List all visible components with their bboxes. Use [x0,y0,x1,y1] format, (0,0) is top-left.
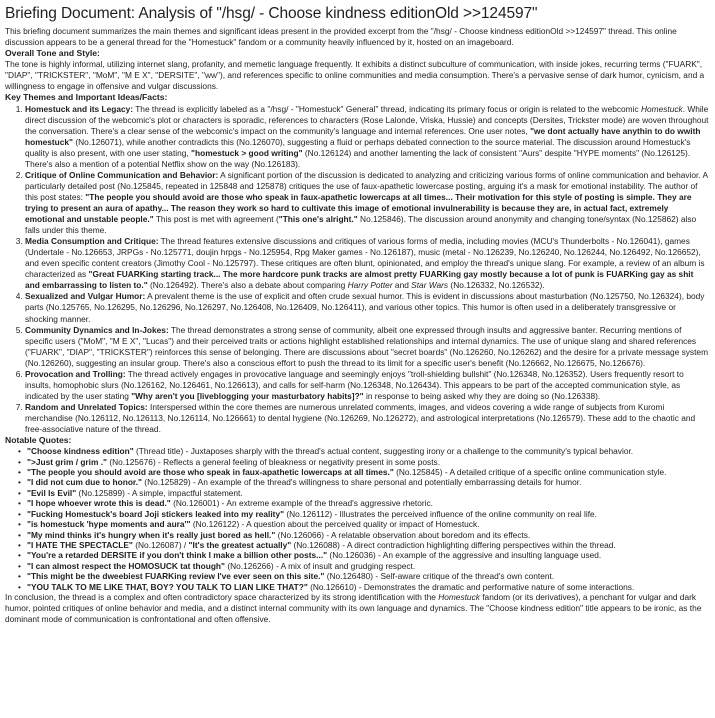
quote-item [27,571,710,581]
text-run: (No.125899) - A simple, impactful statement. [76,487,243,498]
text-run: (No.126122) - A question about the perceived quality or impact of Homestuck. [190,519,480,530]
bold-quote: "YOU TALK TO ME LIKE THAT, BOY? YOU TALK TO LIAN LIKE THAT?" [27,581,308,592]
text-run: No.125846). The discussion around anonymity and changing tone/syntax (No.125862) also falls under this theme. [25,214,697,236]
bold-quote: "Great FUARKing starting track... The more hardcore punk tracks are almost pretty FUARKing gay mostly because a lot of punk is FUARKing gay as shit and embarrassing to listen to." [25,269,694,291]
quote-item [27,498,710,508]
text-run: A prevalent theme is the use of explicit and often crude sexual humor. This is evident in discussions about masturbation (No.125750, No.126324), body parts (No.125765, No.126295, No.126296, No.126297, No.126408, No.126409, No.126411), and various other topics. This humor is often used in a deliberately transgressive or shocking manner. [25,291,705,324]
theme-title: Homestuck and its Legacy: [25,103,134,114]
theme-item [25,402,710,435]
text-run: (No.125676) - Reflects a general feeling of bleakness or negativity present in some posts. [107,456,441,467]
themes-list [5,104,710,435]
italic-title: Harry Potter [347,280,393,291]
text-run: (No.126087) / [132,539,189,550]
text-run: Interspersed within the core themes are numerous unrelated comments, images, and videos covering a wide range of subjects from Kuromi merchandise (No.126112, No.126113, No.126114, No.126661) to dental hygiene (No.126269, No.126272), and astrological interpretations (No.126579). These add to the chaotic and free-associative nature of the thread. [25,401,696,434]
text-run: (No.126480) - Self-aware critique of the thread's own content. [324,571,555,582]
text-run: (No.126088) - A direct contradiction highlighting differing perspectives within the thread. [291,539,616,550]
text-run: (No.126332, No.126532). [448,280,545,291]
bold-quote: "I did not cum due to honor." [27,477,142,488]
theme-item [25,104,710,170]
bold-quote: "I hope whoever wrote this is dead." [27,498,171,509]
theme-title: Random and Unrelated Topics: [25,401,148,412]
bold-quote: "This might be the dweebiest FUARKing review I've ever seen on this site." [27,571,325,582]
theme-title: Provocation and Trolling: [25,368,126,379]
theme-title: Critique of Online Communication and Behavior: [25,169,219,180]
bold-quote: "You're a retarded DERSITE if you don't think I make a billion other posts..." [27,550,328,561]
quotes-list [5,446,710,592]
tone-heading: Overall Tone and Style: [5,48,100,59]
text-run: This post is met with agreement ( [153,214,279,225]
text-run: and [392,280,412,291]
text-run: (No.126492). There's also a debate about comparing [147,280,348,291]
text-run: (No.126036) - An example of the aggressive and insulting language used. [327,550,602,561]
text-run: (No.126610) - Demonstrates the dramatic and performative nature of some interactions. [307,581,635,592]
quotes-heading: Notable Quotes: [5,435,72,446]
theme-item [25,325,710,369]
text-run: (Thread title) - Juxtaposes sharply with the thread's actual content, suggesting irony or a challenge to the community's typical behavior. [133,446,634,457]
text-run: The thread is explicitly labeled as a "/hsg/ - "Homestuck" General" thread, indicating its primary focus or origin is related to the webcomic [133,103,641,114]
text-run: (No.126124) and another lamenting the lack of consistent "Aurs" despite "HYPE moments" (No.126125). There's also a mention of a potential Netflix show on the way (No.126183). [25,147,691,169]
bold-quote: "we dont actually have anythin to do wwith homestuck" [25,125,701,147]
theme-item [25,236,710,291]
text-run: A significant portion of the discussion is dedicated to analyzing and criticizing various forms of online communication and behavior. A particularly detailed post (No.125845, repeated in 125848 and 125878) critiques the use of faux-apathetic lowercase posting, arguing it's a mask for emotional instability. The author of this post states: [25,169,708,203]
bold-quote: "is homestuck 'hype moments and aura'" [27,519,191,530]
theme-title: Media Consumption and Critique: [25,236,159,247]
themes-heading: Key Themes and Important Ideas/Facts: [5,92,168,103]
text-run: (No.126001) - An extreme example of the thread's aggressive rhetoric. [170,498,434,509]
bold-quote: "I can almost respect the HOMOSUCK tat though" [27,560,225,571]
theme-title: Sexualized and Vulgar Humor: [25,291,146,302]
theme-title: Community Dynamics and In-Jokes: [25,324,169,335]
conclusion-paragraph [5,592,710,625]
quote-item [27,477,710,487]
quote-item [27,540,710,550]
quote-item [27,561,710,571]
bold-quote: "The people you should avoid are those who speak in faux-apathetic lowercaps at all times... Their motivation for this style of posting is simple. They are trying to present an aura of apathy... The reason they work so hard to cultivate this image of emotional invulnerability is because they are, in actual fact, extremely emotional and unstable people." [25,192,692,225]
bold-quote: "homestuck > good writing" [191,147,303,158]
bold-quote: "I HATE THE SPECTACLE" [27,539,133,550]
bold-quote: ">Just grim / grim ." [27,456,108,467]
text-run: (No.126112) - Illustrates the perceived influence of the online community on real life. [284,508,597,519]
quote-item [27,446,710,456]
italic-title: Star Wars [411,280,449,291]
bold-quote: "Evil Is Evil" [27,487,77,498]
quote-item [27,519,710,529]
intro-paragraph: This briefing document summarizes the main themes and significant ideas present in the provided excerpt from the "/hsg/ - Choose kindness editionOld >>124597" thread. This online discussion appears to be a general thread for the "Homestuck" fandom or a community heavily influenced by it, hosted on an imageboard. [5,26,677,48]
text-run: fandom (or its derivatives), a penchant for vulgar and dark humor, pointed critiques of online behavior and media, and a distinct internal community with its own language and dynamics. The "Choose kindness edition" title appears to be ironic, as the dominant mode of communication is confrontational and often offensive. [5,591,702,625]
italic-title: Homestuck [438,591,480,602]
text-run: . While direct discussion of the webcomic's plot or characters is sporadic, references to characters (Rose Lalonde, Vriska, Hussie) and concepts (Dersites, Trickster mode) are woven throughout the conversation. There's a clear sense of the webcomic's impact on the community's language and internal references. One user notes, [25,103,709,136]
bold-quote: "Fucking Homestuck's board Joji stickers leaked into my reality" [27,508,285,519]
quote-item [27,488,710,498]
quote-item [27,582,710,592]
quote-item [27,467,710,477]
italic-title: Homestuck [640,103,683,114]
text-run: (No.126071), while another contradicts this (No.126070), suggesting a fluid or perhaps debated connection to the source material. The discussion around Homestuck's quality is also present, with one user stating, [25,136,691,158]
bold-quote: "The people you should avoid are those who speak in faux-apathetic lowercaps at all times." [27,467,394,478]
quote-item [27,550,710,560]
text-run: The thread actively engages in provocative language and seemingly enjoys "troll-shielding bullshit" (No.126348, No.126352). Users frequently resort to insults, homophobic slurs (No.126162, No.126461, No.126613), and calls for self-harm (No.126348, No.126434). This appears to be part of the accepted communication style, as indicated by the user stating [25,368,684,401]
text-run: (No.126066) - A relatable observation about boredom and its effects. [275,529,531,540]
bold-quote: "Choose kindness edition" [27,446,134,457]
text-run: (No.126266) - A mix of insult and grudging respect. [225,560,416,571]
theme-item [25,369,710,402]
text-run: in response to being asked why they are doing so (No.126338). [363,390,601,401]
text-run: The thread features extensive discussions and critiques of various forms of media, including movies (MCU's Thunderbolts - No.126041), games (Undertale - No.126653, JRPGs - No.125771, doujin hrpgs - No.125954, Rpg Maker games - No.126187), music (metal - No.126239, No.126240, No.126244, No.126492, No.126652), and even specific content creators (Jimothy Cool - No.125797). These critiques are often blunt, opinionated, and employ the thread's unique slang. For example, a review of an album is characterized as [25,236,705,280]
text-run: (No.125845) - A detailed critique of a specific online communication style. [393,467,667,478]
tone-paragraph: The tone is highly informal, utilizing internet slang, profanity, and memetic language frequently. It exhibits a distinct subculture of communication, with inside jokes, recurring terms ("FUARK", "DIAP", "TRICKSTER", "MoM", "M E X", "DERSITE", "ww"), and references specific to online communities and media consumption. There's a pervasive sense of dark humor, cynicism, and a willingness to engage in offensive and vulgar discussions. [5,59,705,92]
text-run: (No.125829) - An example of the thread's willingness to share personal and potentially embarrassing details for humor. [141,477,582,488]
theme-item [25,291,710,324]
theme-item [25,170,710,236]
bold-quote: "My mind thinks it's hungry when it's really just bored as hell." [27,529,276,540]
bold-quote: "Why aren't you [liveblogging your masturbatory habits]?" [131,390,364,401]
bold-quote: "This one's alright." [278,214,358,225]
text-run: In conclusion, the thread is a complex and often contradictory space characterized by its strong identification with the [5,591,439,602]
quote-item [27,530,710,540]
bold-quote: "It's the greatest actually" [188,539,292,550]
quote-item [27,457,710,467]
document-title: Briefing Document: Analysis of "/hsg/ - Choose kindness editionOld >>124597" [5,5,538,22]
text-run: The thread demonstrates a strong sense of community, albeit one expressed through insults and aggressive banter. Recurring mentions of specific users ("MoM", "M E X", "Lucas") and their perceived traits or actions highlight established relationships and internal dynamics. The use of unique slang and shared references ("FUARK", "DIAP", "TRICKSTER") reinforces this sense of belonging. There are discussions about "secret boards" (No.126260, No.126262) and the desire for a private message system (No.126260), suggesting an insular group. There's also a conscious effort to push the thread to its limit for a specific user's benefit (No.126662, No.126675, No.126676). [25,324,709,368]
quote-item [27,509,710,519]
